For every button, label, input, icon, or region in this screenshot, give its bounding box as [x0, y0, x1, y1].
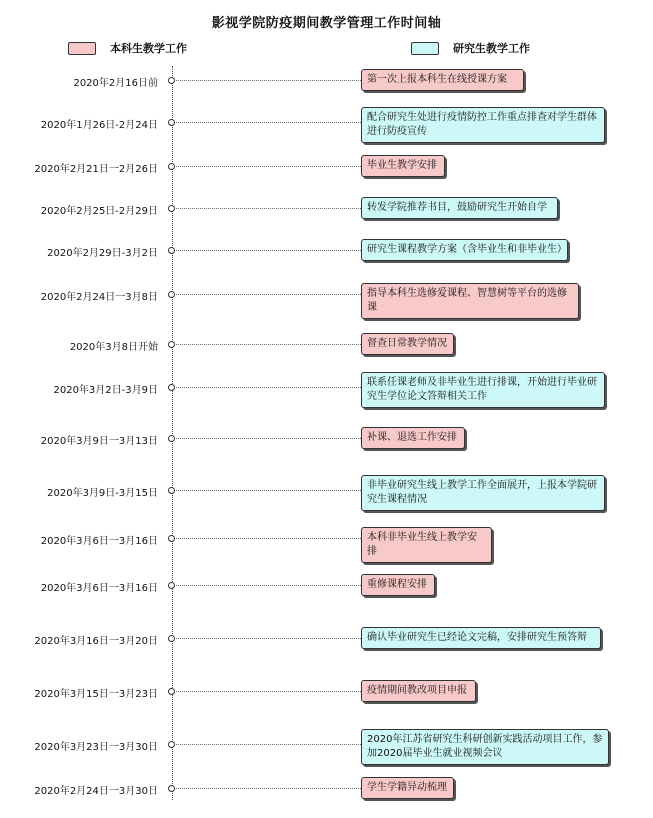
event-date: 2020年3月9日一3月13日: [40, 436, 158, 447]
event-box-undergrad: 第一次上报本科生在线授课方案: [361, 69, 524, 91]
timeline-node: [168, 535, 175, 542]
event-box-undergrad: 疫情期间教改项目申报: [361, 680, 476, 702]
event-box-undergrad: 督查日常教学情况: [361, 333, 454, 355]
connector-line: [176, 208, 361, 209]
connector-line: [176, 294, 361, 295]
event-date: 2020年3月8日开始: [69, 342, 158, 353]
connector-line: [176, 122, 361, 123]
event-date: 2020年3月2日-3月9日: [53, 385, 158, 396]
event-box-postgrad: 研究生课程教学方案（含毕业生和非毕业生）: [361, 239, 568, 261]
event-date: 2020年2月29日-3月2日: [47, 248, 158, 259]
legend-postgrad-swatch: [411, 42, 439, 55]
event-box-undergrad: 毕业生教学安排: [361, 155, 445, 177]
timeline-node: [168, 205, 175, 212]
timeline-node: [168, 119, 175, 126]
event-date: 2020年3月6日一3月16日: [40, 536, 158, 547]
connector-line: [176, 80, 361, 81]
timeline-node: [168, 487, 175, 494]
event-date: 2020年3月16日一3月20日: [34, 636, 158, 647]
timeline-node: [168, 384, 175, 391]
connector-line: [176, 744, 361, 745]
connector-line: [176, 438, 361, 439]
event-box-postgrad: 转发学院推荐书目，鼓励研究生开始自学: [361, 197, 558, 219]
legend-undergrad: [68, 38, 187, 58]
event-date: 2020年3月23日一3月30日: [34, 742, 158, 753]
event-date: 2020年3月6日一3月16日: [40, 583, 158, 594]
event-box-postgrad: 配合研究生处进行疫情防控工作重点排查对学生群体进行防疫宣传: [361, 107, 605, 143]
event-box-postgrad: 非毕业研究生线上教学工作全面展开，上报本学院研究生课程情况: [361, 475, 605, 511]
legend-undergrad-label: 本科生教学工作: [110, 42, 187, 55]
timeline-node: [168, 582, 175, 589]
connector-line: [176, 585, 361, 586]
event-box-undergrad: 指导本科生选修爱课程、智慧树等平台的选修课: [361, 283, 579, 319]
timeline-node: [168, 341, 175, 348]
legend-undergrad-swatch: [68, 42, 96, 55]
connector-line: [176, 387, 361, 388]
timeline-node: [168, 741, 175, 748]
event-date: 2020年2月24日一3月8日: [40, 292, 158, 303]
chart-title: 影视学院防疫期间教学管理工作时间轴: [211, 16, 442, 31]
event-box-undergrad: 补课、退选工作安排: [361, 427, 465, 449]
connector-line: [176, 166, 361, 167]
connector-line: [176, 538, 361, 539]
event-date: 2020年3月15日一3月23日: [34, 689, 158, 700]
event-box-undergrad: 重修课程安排: [361, 574, 435, 596]
timeline-node: [168, 77, 175, 84]
timeline-node: [168, 688, 175, 695]
legend-postgrad: [411, 38, 530, 58]
timeline-node: [168, 247, 175, 254]
event-box-undergrad: 学生学籍异动梳理: [361, 777, 454, 799]
timeline-node: [168, 291, 175, 298]
connector-line: [176, 788, 361, 789]
event-date: 2020年2月16日前: [73, 78, 158, 89]
event-date: 2020年2月21日一2月26日: [34, 164, 158, 175]
connector-line: [176, 490, 361, 491]
timeline-node: [168, 785, 175, 792]
timeline-node: [168, 635, 175, 642]
timeline-node: [168, 435, 175, 442]
event-box-postgrad: 联系任课老师及非毕业生进行排课，开始进行毕业研究生学位论文答辩相关工作: [361, 372, 605, 408]
connector-line: [176, 638, 361, 639]
connector-line: [176, 691, 361, 692]
event-date: 2020年2月24日一3月30日: [34, 786, 158, 797]
timeline-node: [168, 163, 175, 170]
event-box-postgrad: 确认毕业研究生已经论文完稿，安排研究生预答辩: [361, 627, 601, 649]
event-box-postgrad: 2020年江苏省研究生科研创新实践活动项目工作，参加2020届毕业生就业视频会议: [361, 729, 609, 765]
connector-line: [176, 250, 361, 251]
event-date: 2020年3月9日-3月15日: [47, 488, 158, 499]
event-date: 2020年1月26日-2月24日: [40, 120, 158, 131]
event-date: 2020年2月25日-2月29日: [40, 206, 158, 217]
event-box-undergrad: 本科非毕业生线上教学安排: [361, 527, 492, 563]
legend-postgrad-label: 研究生教学工作: [453, 42, 530, 55]
connector-line: [176, 344, 361, 345]
